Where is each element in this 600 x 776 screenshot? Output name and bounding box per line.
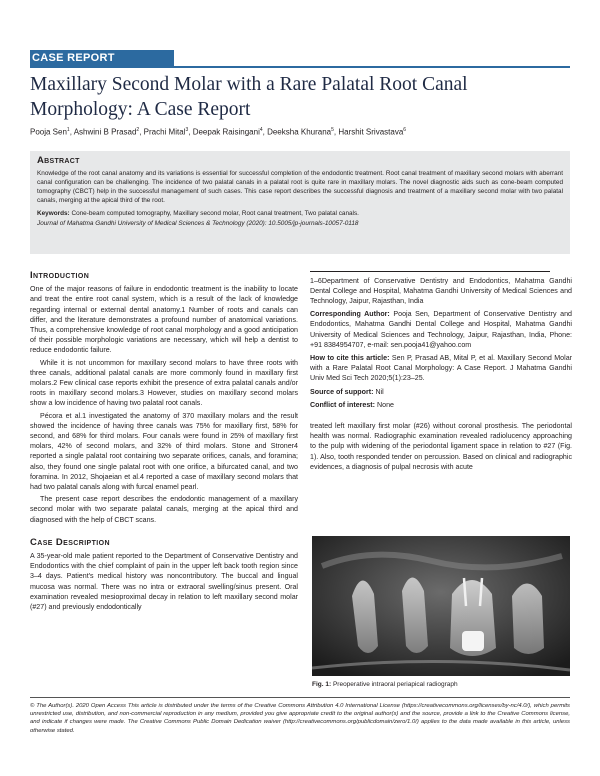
radiograph-image	[312, 536, 570, 676]
affiliation: 1–6Department of Conservative Dentistry and Endodontics, Mahatma Gandhi Dental College and Hospital, Mahatma Gandhi University of Medical Sciences and Technology, Jaipur, Rajasthan, India	[310, 276, 572, 305]
keywords-label: Keywords:	[37, 209, 70, 217]
conflict-label: Conflict of interest:	[310, 400, 376, 409]
case-description-heading: Case Description	[30, 536, 110, 548]
author-affiliation-number: 6	[403, 127, 407, 133]
support-label: Source of support:	[310, 387, 374, 396]
title-line-1: Maxillary Second Molar with a Rare Palatal Root Canal	[30, 74, 468, 95]
intro-paragraph-1: One of the major reasons of failure in endodontic treatment is the inability to locate and treat the entire root canal system, which is a result of the lack of knowledge regarding internal or external dental anatomy.1 Number of roots and canals can differ, and the literature demonstrates a profound number of anatomical variations. Thus, a comprehensive knowledge of root canal morphology and a good anticipation of their possible morphologic variations are necessary, which will help a dentist to reduce endodontic failure.	[30, 285, 298, 355]
cite-text: Sen P, Prasad AB, Mital P, et al. Maxillary Second Molar with a Rare Palatal Root Canal Morphology: A Case Report. J Mahatma Gandhi Univ Med Sci Tech 2020;5(1):23–25.	[310, 353, 573, 383]
intro-paragraph-4: The present case report describes the endodontic management of a maxillary second molar with two separate palatal canals, merging at the apical third and diagnosed with the help of CBCT scans.	[30, 495, 298, 524]
conflict-text: None	[377, 400, 394, 409]
abstract-heading: Abstract	[37, 155, 80, 166]
corresponding-text: Pooja Sen, Department of Conservative Dentistry and Endodontics, Mahatma Gandhi Dental College and Hospital, Mahatma Gandhi University of Medical Sciences and Technology, Jaipur, Rajasthan, India, Phone: +91 8384954707, e-mail: sen.pooja41@yahoo.com	[310, 310, 572, 349]
corresponding-label: Corresponding Author:	[310, 310, 390, 319]
author-name: Prachi Mital	[143, 127, 186, 137]
author-affiliation-number: 4	[259, 127, 263, 133]
intro-paragraph-3: Pécora et al.1 investigated the anatomy of 370 maxillary molars and the result showed the incidence of having three canals was 75% for maxillary first, 58% for second, and 68% for third molars. Four canals were found in 25% of maxillary first molars, 42% of second molars, and 32% of third molars. Stone and Stroner4 reported a single palatal root containing two separate orifices, canals, and foramina; also, they found one single palatal root with one orifice, a bifurcated canal, and two foramina. In 2012, Shojaeian et al.4 reported a case of maxillary second molars that had two palatal canals along with furcal enamel pearl.	[30, 411, 298, 492]
corresponding-author	[310, 309, 572, 350]
author-name: Ashwini B Prasad	[73, 127, 137, 137]
author-affiliation-number: 1	[66, 127, 70, 133]
how-to-cite	[310, 353, 572, 384]
figure-caption-text: Preoperative intraoral periapical radiograph	[332, 681, 458, 688]
keywords-text: Cone-beam computed tomography, Maxillary second molar, Root canal treatment, Two palatal canals.	[71, 209, 359, 217]
footer-rule	[30, 697, 570, 698]
intro-paragraph-2: While it is not uncommon for maxillary second molars to have three roots with three canals, additional palatal canals are more commonly found in maxillary first molars.2 Few clinical case reports exhibit the presence of extra palatal canals and/or roots in maxillary second molars.3 However, studies on maxillary second molars show a low incidence of having two palatal root canals.	[30, 358, 298, 408]
cite-label: How to cite this article:	[310, 353, 390, 362]
author-affiliation-number: 3	[185, 127, 189, 133]
article-metadata	[310, 271, 572, 410]
figure-label: Fig. 1:	[312, 681, 332, 688]
case-paragraph-continued: treated left maxillary first molar (#26) without coronal prosthesis. The periodontal health was normal. Radiographic examination revealed radiolucency approaching to the pulp with widening of the periodontal ligament space in relation to #27 (Fig. 1). Also, tooth responded tender on percussion. Based on clinical and radiographic evidences, a diagnosis of pulpal necrosis with acute	[310, 422, 572, 471]
conflict-of-interest	[310, 400, 572, 410]
banner-rule	[30, 66, 570, 68]
figure-caption	[312, 681, 458, 688]
author-affiliation-number: 2	[136, 127, 140, 133]
article-title	[30, 72, 560, 122]
abstract-body: Knowledge of the root canal anatomy and its variations is essential for successful completion of the endodontic treatment. Root canal treatment of maxillary second molars with aberrant canal configuration can be challenging. The incidence of two palatal canals in a palatal root is quite rare in maxillary molars. The novel diagnostic aids such as cone-beam computed tomography (CBCT) help in the successful management of such cases. This case report describes the successful diagnosis and treatment of a maxillary second molar with two palatal canals, merging at the apical third of the root.	[37, 169, 563, 204]
abstract-box	[30, 151, 570, 254]
author-name: Deeksha Khurana	[267, 127, 332, 137]
author-name: Harshit Srivastava	[338, 127, 404, 137]
left-column	[30, 271, 298, 612]
author-name: Pooja Sen	[30, 127, 67, 137]
author-list: Pooja Sen$^1$, Ashwini B Prasad$^2$, Prachi Mital$^3$, Deepak Raisingani$^4$, Deeksha Khurana$^5$, Harshit Srivastava$^6$	[30, 127, 407, 137]
author-name: Deepak Raisingani	[192, 127, 260, 137]
author-affiliation-number: 5	[331, 127, 334, 133]
case-paragraph-1: A 35-year-old male patient reported to the Department of Conservative Dentistry and Endodontics with the chief complaint of pain in the upper left back tooth region since 3–4 days. Patient's medical history was noncontributory. The buccal and lingual mucosa was normal. There was no intra or extraoral swelling/sinus present. Oral examination revealed mesioproximal decay in relation to left maxillary second molar (#27) and previously endodontically	[30, 552, 298, 612]
affiliation-rule	[310, 271, 550, 272]
introduction-heading: Introduction	[30, 270, 90, 281]
radiograph-figure	[312, 536, 570, 676]
license-footer: © The Author(s). 2020 Open Access This article is distributed under the terms of the Creative Commons Attribution 4.0 International License (https://creativecommons.org/licenses/by-nc/4.0/), which permits unrestricted use, distribution, and non-commercial reproduction in any medium, provided you give appropriate credit to the original author(s) and the source, provide a link to the Creative Commons license, and indicate if changes were made. The Creative Commons Public Domain Dedication waiver (http://creativecommons.org/publicdomain/zero/1.0/) applies to the data made available in this article, unless otherwise stated.	[30, 703, 570, 734]
journal-reference: Journal of Mahatma Gandhi University of Medical Sciences & Technology (2020): 10.5005/jp-journals-10057-0118	[37, 220, 359, 228]
source-of-support	[310, 387, 572, 397]
case-continuation	[310, 421, 572, 472]
right-column	[310, 271, 573, 471]
keywords	[37, 210, 563, 219]
title-line-2: Morphology: A Case Report	[30, 99, 251, 120]
support-text: Nil	[375, 387, 384, 396]
section-banner: CASE REPORT	[30, 50, 174, 66]
